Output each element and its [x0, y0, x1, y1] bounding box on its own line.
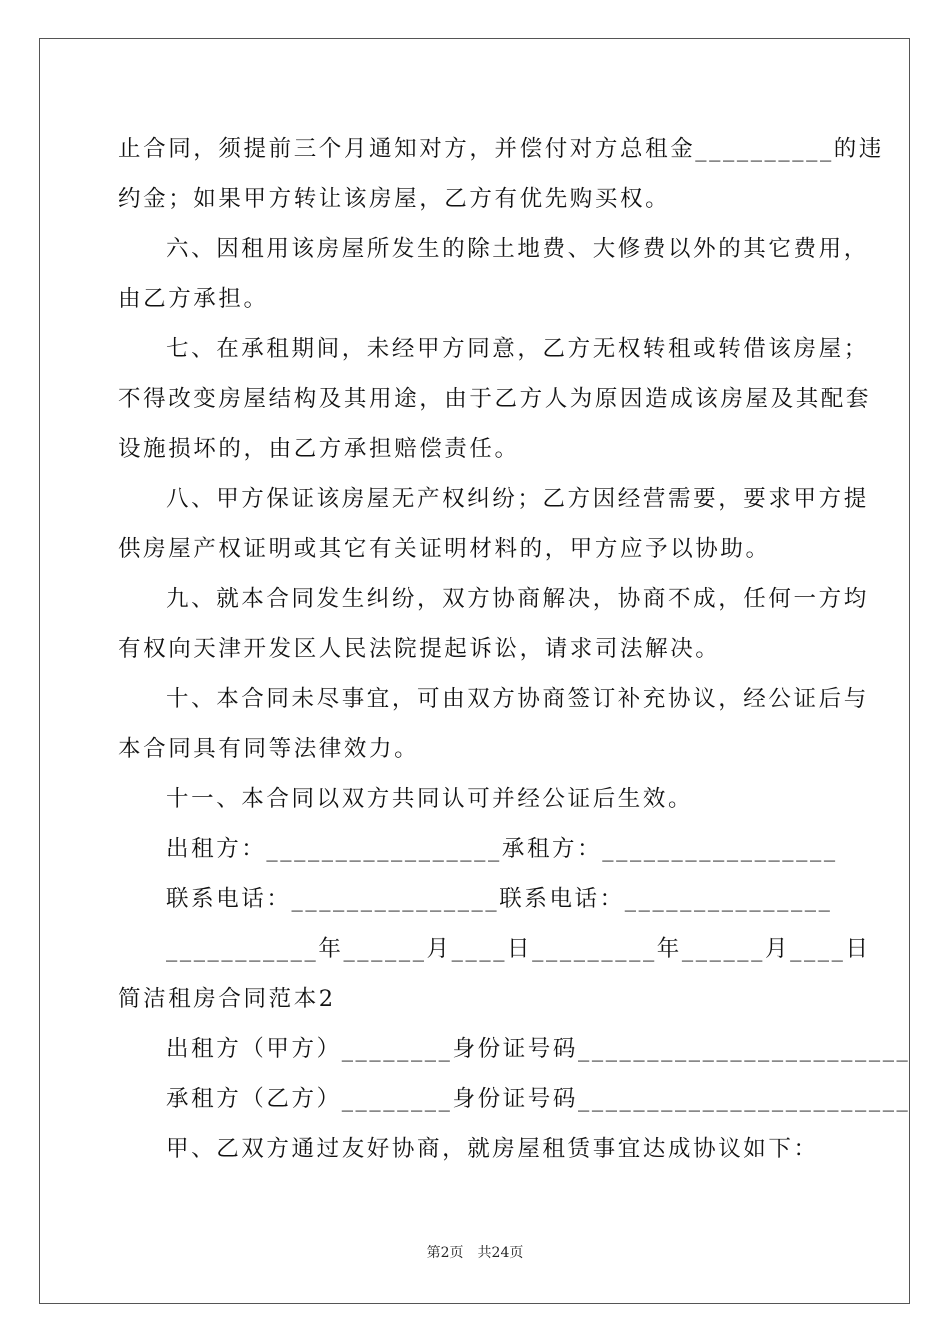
contract-line: 约金；如果甲方转让该房屋，乙方有优先购买权。	[118, 186, 671, 212]
party-a-line: 出租方（甲方）________身份证号码________________________	[166, 1036, 911, 1062]
clause-7: 七、在承租期间，未经甲方同意，乙方无权转租或转借该房屋；	[166, 336, 869, 362]
contract-line: 供房屋产权证明或其它有关证明材料的，甲方应予以协助。	[118, 536, 771, 562]
clause-8: 八、甲方保证该房屋无产权纠纷；乙方因经营需要，要求甲方提	[166, 486, 869, 512]
document-body	[118, 124, 911, 1174]
clause-11: 十一、本合同以双方共同认可并经公证后生效。	[166, 786, 694, 812]
agreement-intro: 甲、乙双方通过友好协商，就房屋租赁事宜达成协议如下：	[166, 1136, 819, 1162]
phone-line: 联系电话：_______________联系电话：_______________	[166, 886, 833, 912]
date-line: ___________年______月____日_________年______月____日	[166, 936, 871, 962]
contract-line: 设施损坏的，由乙方承担赔偿责任。	[118, 436, 520, 462]
contract-line: 有权向天津开发区人民法院提起诉讼，请求司法解决。	[118, 636, 721, 662]
page-number: 第2页 共24页	[426, 1245, 524, 1261]
contract-line: 不得改变房屋结构及其用途，由于乙方人为原因造成该房屋及其配套	[118, 386, 872, 412]
contract-line: 止合同，须提前三个月通知对方，并偿付对方总租金__________的违	[118, 136, 885, 162]
contract-line: 本合同具有同等法律效力。	[118, 736, 420, 762]
contract-line: 由乙方承担。	[118, 286, 269, 312]
lessor-signature-line: 出租方：_________________承租方：_________________	[166, 836, 838, 862]
clause-6: 六、因租用该房屋所发生的除土地费、大修费以外的其它费用，	[166, 236, 869, 262]
section-title: 简洁租房合同范本2	[118, 986, 336, 1012]
clause-9: 九、就本合同发生纠纷，双方协商解决，协商不成，任何一方均	[166, 586, 869, 612]
clause-10: 十、本合同未尽事宜，可由双方协商签订补充协议，经公证后与	[166, 686, 869, 712]
party-b-line: 承租方（乙方）________身份证号码________________________	[166, 1086, 911, 1112]
